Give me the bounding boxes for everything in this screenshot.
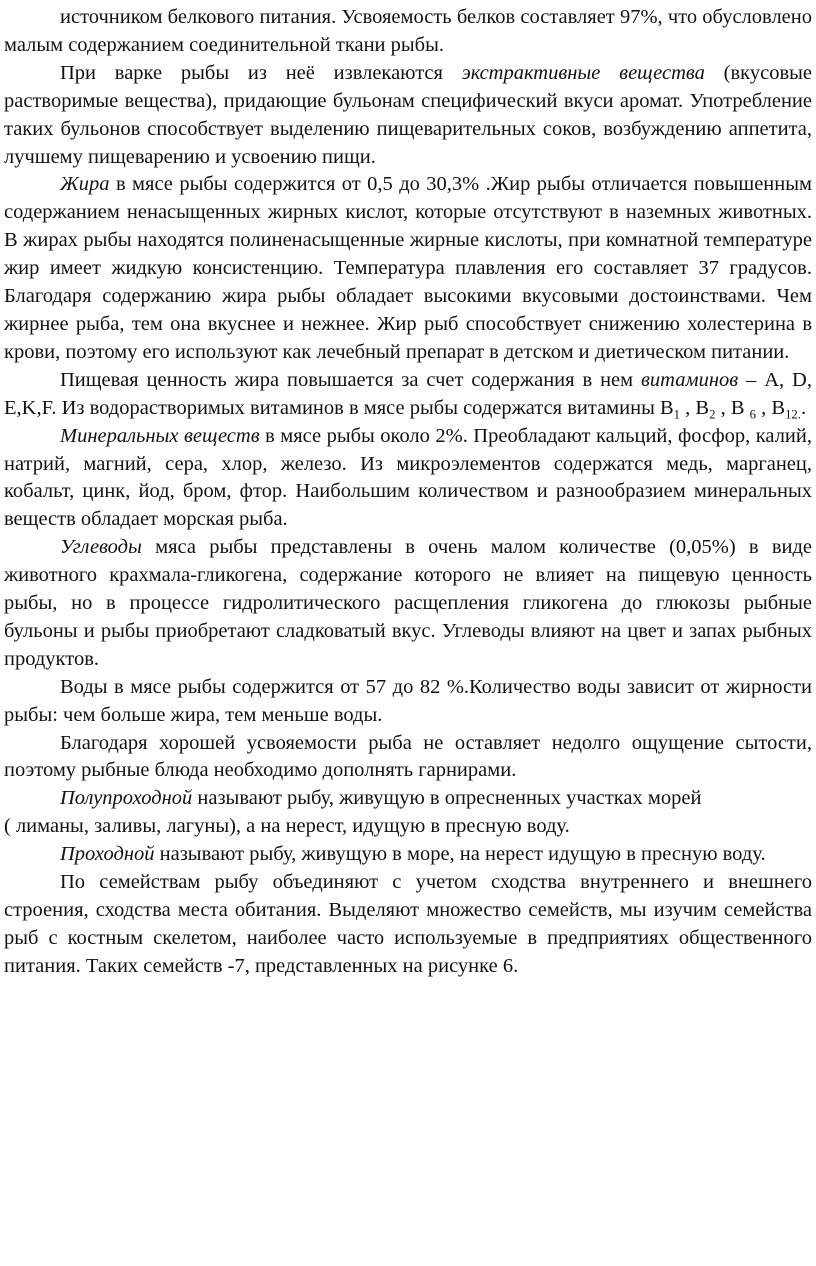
italic-term: Проходной xyxy=(60,843,155,866)
italic-term: экстрактивные вещества xyxy=(461,61,705,84)
paragraph-p11 xyxy=(4,841,812,869)
paragraph-text: мяса рыбы представлены в очень малом количестве (0,05%) в виде животного крахмала-гликогена, содержание которого не влияет на пищевую ценность рыбы, но в процессе гидролитического расщепления гликогена до глюкозы рыбные бульоны и рыбы приобретают сладковатый вкус. Углеводы влияют на цвет и запах рыбных продуктов. xyxy=(4,536,812,670)
italic-term: Углеводы xyxy=(60,536,142,559)
subscript-text: 2 xyxy=(709,407,716,422)
paragraph-text: Пищевая ценность жира повышается за счет содержания в нем xyxy=(60,368,642,391)
paragraph-text: в мясе рыбы около 2%. Преобладают кальций, фосфор, калий, натрий, магний, сера, хлор, железо. Из микроэлементов содержатся медь, марганец, кобальт, цинк, йод, бром, фтор. Наибольшим количеством и разнообразием минеральных веществ обладает морская рыба. xyxy=(4,424,812,531)
paragraph-p4 xyxy=(4,367,812,423)
italic-term: витаминов xyxy=(641,368,739,391)
paragraph-p9 xyxy=(4,785,812,813)
paragraph-p3 xyxy=(4,171,812,366)
italic-term: Минеральных веществ xyxy=(60,424,260,447)
paragraph-p10 xyxy=(4,813,812,841)
paragraph-text: – А, D, Е,K,F. Из водорастворимых витаминов в мясе рыбы содержатся витамины В xyxy=(4,368,812,419)
paragraph-text: , В xyxy=(715,396,750,419)
paragraph-text: источником белкового питания. Усвояемость белков составляет 97%, что обусловлено малым содержанием соединительной ткани рыбы. xyxy=(4,6,812,56)
paragraph-text: Благодаря хорошей усвояемости рыба не оставляет недолго ощущение сытости, поэтому рыбные блюда необходимо дополнять гарнирами. xyxy=(4,731,812,782)
paragraph-text: . xyxy=(800,396,807,419)
paragraph-p2 xyxy=(4,60,812,172)
paragraph-text: ( лиманы, заливы, лагуны), а на нерест, идущую в пресную воду. xyxy=(4,815,570,838)
subscript-text: 1 xyxy=(673,407,681,422)
italic-term: Полупроходной xyxy=(60,787,193,810)
subscript-text: 6 xyxy=(749,407,756,422)
paragraph-text: Воды в мясе рыбы содержится от 57 до 82 %.Количество воды зависит от жирности рыбы: чем больше жира, тем меньше воды. xyxy=(4,675,812,726)
paragraph-p12 xyxy=(4,869,812,981)
paragraph-p1 xyxy=(4,4,812,60)
paragraph-text: , В xyxy=(680,396,710,419)
paragraph-text: , В xyxy=(756,396,786,419)
paragraph-text: называют рыбу, живущую в опресненных участках морей xyxy=(192,787,702,810)
paragraph-text: в мясе рыбы содержится от 0,5 до 30,3% .Жир рыбы отличается повышенным содержанием ненасыщенных жирных кислот, которые отсутствуют в наземных животных. В жирах рыбы находятся полиненасыщенные жирные кислоты, при комнатной температуре жир имеет жидкую консистенцию. Температура плавления его составляет 37 градусов. Благодаря содержанию жира рыбы обладает высокими вкусовыми достоинствами. Чем жирнее рыба, тем она вкуснее и нежнее. Жир рыб способствует снижению холестерина в крови, поэтому его используют как лечебный препарат в детском и диетическом питании. xyxy=(4,173,812,363)
paragraph-p7 xyxy=(4,674,812,730)
paragraph-p5 xyxy=(4,423,812,535)
paragraph-text: При варке рыбы из неё извлекаются xyxy=(60,61,462,84)
italic-term: Жира xyxy=(60,173,110,196)
paragraph-text: вкусовые растворимые вещества), придающие бульонам специфический вкуси аромат. Употребление таких бульонов способствует выделению пищеварительных соков, возбуждению аппетита, лучшему пищеварению и усвоению пищи. xyxy=(4,61,812,168)
paragraph-text: ( xyxy=(704,61,731,84)
document-body xyxy=(4,4,812,981)
paragraph-p6 xyxy=(4,534,812,674)
paragraph-p8 xyxy=(4,730,812,786)
paragraph-text: По семействам рыбу объединяют с учетом сходства внутреннего и внешнего строения, сходства места обитания. Выделяют множество семейств, мы изучим семейства рыб с костным скелетом, наиболее часто используемые в предприятиях общественного питания. Таких семейств -7, представленных на рисунке 6. xyxy=(4,871,812,977)
paragraph-text: называют рыбу, живущую в море, на нерест идущую в пресную воду. xyxy=(154,843,766,866)
subscript-text: 12. xyxy=(785,407,801,422)
